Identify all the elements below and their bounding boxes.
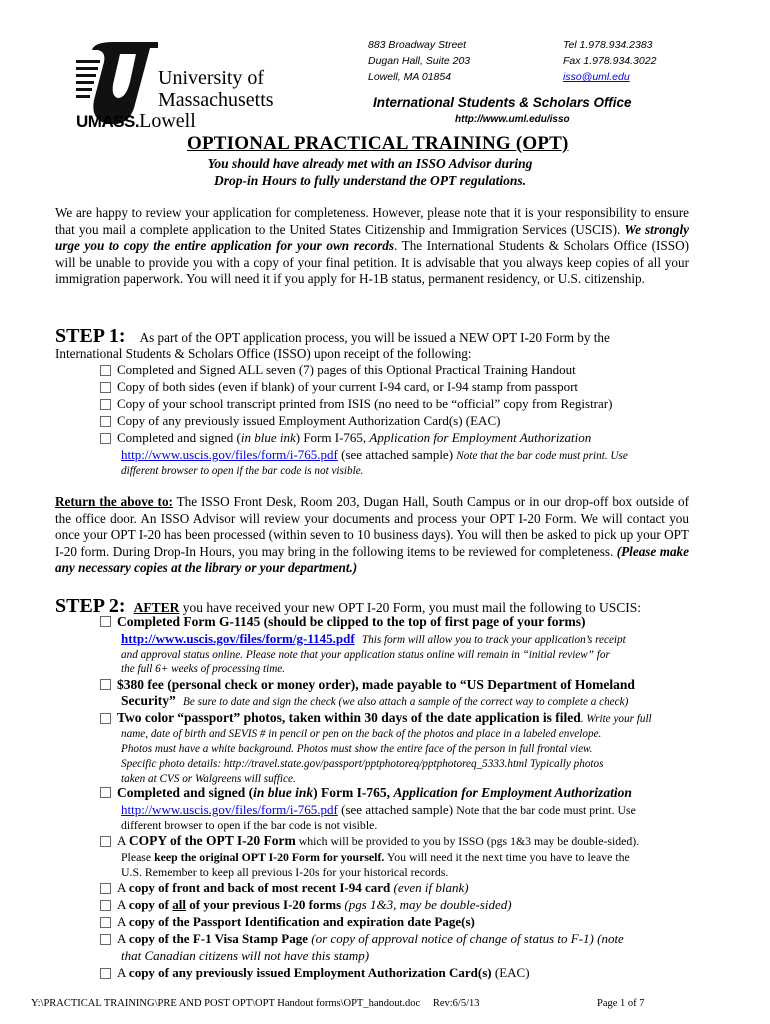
checkbox-icon[interactable] — [100, 934, 111, 945]
g1145-note-2: and approval status online. Please note that your application status online will remain in “initial review” for — [121, 649, 610, 661]
step2-item-all-i20 — [100, 897, 512, 913]
checkbox-icon[interactable] — [100, 399, 111, 410]
address-line-3: Lowell, MA 01854 — [368, 71, 452, 83]
step2-item-fee — [100, 677, 635, 693]
fee-note: Be sure to date and sign the check (we also attach a sample of the correct way to complete a check) — [183, 696, 629, 708]
step1-item-4 — [100, 413, 500, 429]
step1-item-5-line-2 — [121, 447, 628, 464]
i765-ink: in blue ink — [253, 785, 314, 800]
logo-line-university: University of — [158, 67, 265, 89]
i94-it: (even if blank) — [390, 880, 469, 895]
return-text: The ISSO Front Desk, Room 203, Dugan Hall, South Campus or in our drop-off box outside of the office door. An ISSO Advisor will review your documents and process your OPT I-20 Form. We will contact you once your OPT I-20 has been processed (within seven to 10 business days). You will then be asked to pick up your OPT I-20 form. During Drop-In Hours, you may bring in the following items to be reviewed for completeness. — [55, 494, 689, 559]
telephone: Tel 1.978.934.2383 — [563, 39, 653, 51]
step2-item-i94 — [100, 880, 469, 896]
step1-item-3-text: Copy of your school transcript printed from ISIS (no need to be “official” copy from Registrar) — [117, 396, 613, 411]
checkbox-icon[interactable] — [100, 883, 111, 894]
photos-note-3: Photos must have a white background. Photos must show the entire face of the person in full frontal view. — [121, 743, 593, 755]
step1-item-5 — [100, 430, 692, 446]
photos-note-5: taken at CVS or Walgreens will suffice. — [121, 773, 296, 785]
i765-link[interactable]: http://www.uscis.gov/files/form/i-765.pdf — [121, 802, 338, 817]
return-label: Return the above to: — [55, 494, 173, 509]
office-name: International Students & Scholars Office — [373, 95, 632, 110]
intro-paragraph — [55, 205, 689, 288]
step1-i765-app: Application for Employment Authorization — [369, 430, 592, 445]
visa-it-2: that Canadian citizens will not have this stamp) — [121, 948, 370, 963]
photos-note-2: name, date of birth and SEVIS # in pencil or pen on the back of the photos and place in a labeled envelope. — [121, 728, 602, 740]
photos-bold: Two color “passport” photos, taken within 30 days of the date application is filed — [117, 710, 581, 725]
footer-page-number: Page 1 of 7 — [597, 998, 645, 1009]
step2-item-visa — [100, 931, 624, 947]
step1-i765-note: Note that the bar code must print. Use — [456, 450, 628, 462]
checkbox-icon[interactable] — [100, 787, 111, 798]
photos-note-4: Specific photo details: http://travel.state.gov/passport/pptphotoreq/pptphotoreq_5333.html Typically photos — [121, 758, 604, 770]
step1-item-2 — [100, 379, 578, 395]
copyi20-rest: which will be provided to you by ISSO (pgs 1&3 may be double-sided). — [295, 834, 640, 848]
return-bold-note: (Please make any necessary copies at the library or your department.) — [55, 543, 689, 576]
step2-text: you have received your new OPT I-20 Form, you must mail the following to USCIS: — [179, 600, 642, 615]
phone-block — [563, 37, 656, 85]
university-logo — [72, 38, 302, 132]
footer-revision: Rev:6/5/13 — [432, 998, 480, 1009]
checkbox-icon[interactable] — [100, 365, 111, 376]
step1-text-line-2: International Students & Scholars Office (ISSO) upon receipt of the following: — [55, 346, 472, 361]
intro-text-2: . The International Students & Scholars Office (ISSO) will be unable to provide you with a copy of your final petition. It is advisable that you always keep copies of all your immigration paperwork. You will need it if you apply for H-1B status, permanent residency, or U.S. citizenship. — [55, 238, 689, 287]
alli20-pre: A — [117, 897, 129, 912]
step2-item-photos — [100, 710, 652, 727]
g1145-link[interactable]: http://www.uscis.gov/files/form/g-1145.pdf — [121, 631, 355, 646]
step1-i765-link[interactable]: http://www.uscis.gov/files/form/i-765.pdf — [121, 447, 338, 462]
checkbox-icon[interactable] — [100, 416, 111, 427]
fee-bold-2: Security” — [121, 693, 176, 708]
step1-item-2-text: Copy of both sides (even if blank) of your current I-94 card, or I-94 stamp from passport — [117, 379, 579, 394]
step1-item-3 — [100, 396, 612, 412]
copyi20-line-2 — [121, 849, 630, 865]
address-block — [368, 37, 470, 85]
footer-path — [31, 998, 480, 1009]
checkbox-icon[interactable] — [100, 900, 111, 911]
step2-item-passport — [100, 914, 475, 930]
i765-note-2: different browser to open if the bar code is not visible. — [121, 818, 378, 832]
step1-label: STEP 1: — [55, 325, 126, 347]
passport-pre: A — [117, 914, 129, 929]
footer-file-path: Y:\PRACTICAL TRAINING\PRE AND POST OPT\OPT Handout forms\OPT_handout.doc — [31, 998, 421, 1009]
copyi20-bold: COPY of the OPT I-20 Form — [128, 833, 296, 848]
email-link[interactable]: isso@uml.edu — [563, 71, 630, 83]
step1-i765-mid: ) Form I-765, — [295, 430, 370, 445]
step1-i765-pre: Completed and signed ( — [117, 430, 241, 445]
g1145-note-3: the full 6+ weeks of processing time. — [121, 663, 286, 675]
step1-heading — [55, 325, 695, 348]
step2-item-eac — [100, 965, 530, 981]
visa-it-1: (or copy of approval notice of change of status to F-1) (note — [308, 931, 624, 946]
alli20-all: all — [172, 897, 186, 912]
logo-line-massachusetts: Massachusetts — [158, 89, 274, 111]
page-title: OPTIONAL PRACTICAL TRAINING (OPT) — [187, 133, 569, 154]
fax: Fax 1.978.934.3022 — [563, 55, 657, 67]
return-paragraph — [55, 494, 689, 577]
step1-item-1 — [100, 362, 576, 378]
i765-bold-1: Completed and signed ( — [117, 785, 254, 800]
step1-i765-after: (see attached sample) — [337, 447, 457, 462]
logo-lowell-text: Lowell — [139, 110, 196, 132]
i94-pre: A — [117, 880, 129, 895]
step1-text: As part of the OPT application process, you will be issued a NEW OPT I-20 Form by the — [139, 330, 610, 345]
intro-urge-text: We strongly urge you to copy the entire application for your own records — [55, 221, 689, 254]
checkbox-icon[interactable] — [100, 836, 111, 847]
step2-label: STEP 2: — [55, 595, 126, 617]
step1-i765-note-2: different browser to open if the bar code is not visible. — [121, 465, 364, 477]
copyi20-pre: A — [117, 833, 129, 848]
subtitle-line-2: Drop-in Hours to fully understand the OPT regulations. — [213, 173, 527, 188]
step2-item-g1145 — [100, 614, 585, 630]
checkbox-icon[interactable] — [100, 616, 111, 627]
i94-bold: copy of front and back of most recent I-94 card — [128, 880, 391, 895]
passport-bold: copy of the Passport Identification and expiration date Page(s) — [128, 914, 475, 929]
visa-line-2 — [121, 948, 369, 964]
g1145-bold: Completed Form G-1145 (should be clipped to the top of first page of your forms) — [117, 614, 586, 629]
alli20-bold-2: of your previous I-20 forms — [186, 897, 342, 912]
step2-after: AFTER — [133, 600, 180, 615]
copyi20-line2b: keep the original OPT I-20 Form for yourself. — [154, 850, 385, 864]
checkbox-icon[interactable] — [100, 382, 111, 393]
intro-text-1: We are happy to review your application for completeness. However, please note that it is your responsibility to ensure that you mail a complete application to the United States Citizenship and Immigration Services (USCIS). — [55, 205, 689, 237]
eac-rest: (EAC) — [491, 965, 530, 980]
checkbox-icon[interactable] — [100, 968, 111, 979]
g1145-line-2 — [121, 631, 626, 648]
fee-line-2 — [121, 693, 628, 710]
step2-item-i765 — [100, 785, 632, 801]
i765-after: (see attached sample) — [337, 802, 457, 817]
office-url[interactable]: http://www.uml.edu/isso — [455, 114, 570, 125]
step1-item-1-text: Completed and Signed ALL seven (7) pages of this Optional Practical Training Handout — [117, 362, 576, 377]
i765-app: Application for Employment Authorization — [393, 785, 632, 800]
subtitle — [160, 155, 580, 189]
alli20-it: (pgs 1&3, may be double-sided) — [341, 897, 512, 912]
alli20-bold-1: copy of — [128, 897, 173, 912]
checkbox-icon[interactable] — [100, 713, 111, 724]
checkbox-icon[interactable] — [100, 917, 111, 928]
fee-bold-1: $380 fee (personal check or money order), made payable to “US Department of Homeland — [117, 677, 635, 692]
eac-bold: copy of any previously issued Employment Authorization Card(s) — [128, 965, 492, 980]
photos-note-1: . Write your full — [580, 713, 652, 725]
eac-pre: A — [117, 965, 129, 980]
i765-line-2 — [121, 802, 636, 818]
visa-bold: copy of the F-1 Visa Stamp Page — [128, 931, 309, 946]
address-line-1: 883 Broadway Street — [368, 39, 467, 51]
i765-bold-2: ) Form I-765, — [313, 785, 394, 800]
step1-item-4-text: Copy of any previously issued Employment Authorization Card(s) (EAC) — [117, 413, 501, 428]
logo-umass-text: UMASS. — [76, 112, 140, 131]
copyi20-line2a: Please — [121, 850, 155, 864]
i765-note: Note that the bar code must print. Use — [456, 803, 636, 817]
g1145-note-1: This form will allow you to track your application’s receipt — [361, 634, 626, 646]
logo-umass-wordmark — [76, 110, 196, 133]
step2-item-copy-i20 — [100, 833, 639, 849]
checkbox-icon[interactable] — [100, 433, 111, 444]
checkbox-icon[interactable] — [100, 679, 111, 690]
subtitle-line-1: You should have already met with an ISSO Advisor during — [207, 156, 533, 171]
step1-i765-ink: in blue ink — [240, 430, 296, 445]
address-line-2: Dugan Hall, Suite 203 — [368, 55, 471, 67]
copyi20-line-3: U.S. Remember to keep all previous I-20s for your historical records. — [121, 865, 449, 879]
visa-pre: A — [117, 931, 129, 946]
copyi20-line2c: You will need it the next time you have to leave the — [384, 850, 630, 864]
